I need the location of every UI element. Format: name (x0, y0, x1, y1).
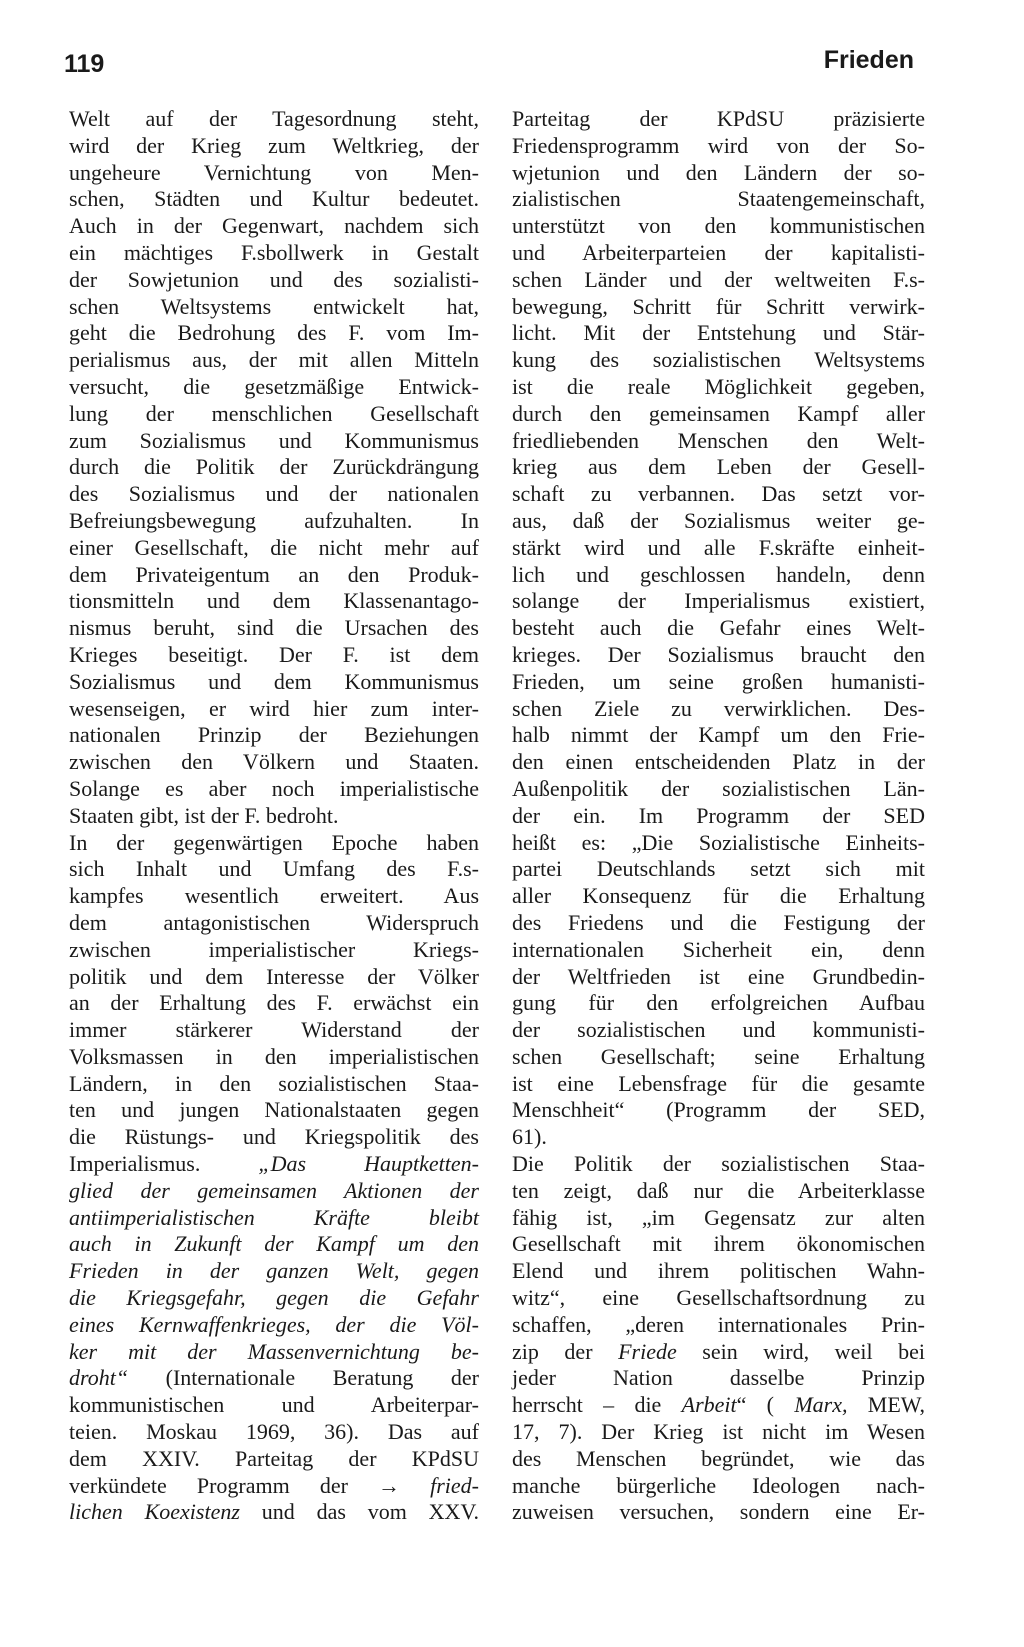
text-segment: “ ( (736, 1392, 795, 1418)
text-segment: zwischen imperialistischer Kriegs- (69, 936, 479, 962)
text-line (69, 1151, 479, 1178)
text-segment: durch die Politik der Zurückdrängung (69, 454, 479, 480)
text-segment: ungeheure Vernichtung von Men- (69, 159, 479, 185)
text-segment: halb nimmt der Kampf um den Frie- (512, 722, 925, 748)
text-segment: nationalen Prinzip der Beziehungen (69, 722, 479, 748)
text-line (512, 803, 925, 830)
text-line (512, 1392, 925, 1419)
text-line (512, 240, 925, 267)
text-segment: Krieges beseitigt. Der F. ist dem (69, 641, 479, 667)
text-line (512, 1071, 925, 1098)
text-segment: 61). (512, 1124, 547, 1150)
text-line (512, 1124, 925, 1151)
text-line (69, 910, 479, 937)
text-line (512, 776, 925, 803)
text-line (69, 1017, 479, 1044)
text-segment: Solange es aber noch imperialistische (69, 775, 479, 801)
text-line (512, 508, 925, 535)
italic-text: Frieden in der ganzen Welt, gegen (69, 1258, 479, 1284)
text-segment: durch den gemeinsamen Kampf aller (512, 400, 925, 426)
text-segment: der sozialistischen und kommunisti- (512, 1017, 925, 1043)
text-segment: stärkt wird und alle F.skräfte einheit- (512, 534, 925, 560)
text-segment: wird der Krieg zum Weltkrieg, der (69, 132, 479, 158)
text-line (512, 1365, 925, 1392)
text-segment: fähig ist, „im Gegensatz zur alten (512, 1204, 925, 1230)
text-segment: (Internationale Beratung der (128, 1365, 479, 1391)
text-segment: dem XXIV. Parteitag der KPdSU (69, 1445, 479, 1471)
text-segment: Elend und ihrem politischen Wahn- (512, 1258, 925, 1284)
text-segment: krieges. Der Sozialismus braucht den (512, 641, 925, 667)
italic-text: eines Kernwaffenkrieges, der die Völ- (69, 1311, 479, 1337)
text-line (69, 133, 479, 160)
text-segment: Welt auf der Tagesordnung steht, (69, 106, 479, 131)
text-line (69, 1124, 479, 1151)
text-line (69, 1231, 479, 1258)
text-segment: dem Privateigentum an den Produk- (69, 561, 479, 587)
text-line (69, 1312, 479, 1339)
text-segment: Menschheit“ (Programm der SED, (512, 1097, 925, 1123)
italic-text: antiimperialistischen Kräfte bleibt (69, 1204, 479, 1230)
text-line (69, 401, 479, 428)
text-line (69, 990, 479, 1017)
text-segment: tionsmitteln und dem Klassenantago- (69, 588, 479, 614)
text-segment: aller Konsequenz für die Erhaltung (512, 883, 925, 909)
text-segment: zialistischen Staatengemeinschaft, (512, 186, 925, 212)
text-line (69, 669, 479, 696)
text-line (512, 294, 925, 321)
text-segment: manche bürgerliche Ideologen nach- (512, 1472, 925, 1498)
text-segment: Außenpolitik der sozialistischen Län- (512, 775, 925, 801)
text-segment: internationalen Sicherheit ein, denn (512, 936, 925, 962)
text-line (69, 696, 479, 723)
text-line (69, 642, 479, 669)
text-segment: Sozialismus und dem Kommunismus (69, 668, 479, 694)
text-line (512, 1473, 925, 1500)
text-line (512, 374, 925, 401)
text-segment: Volksmassen in den imperialistischen (69, 1043, 479, 1069)
text-line (512, 883, 925, 910)
text-segment: krieg aus dem Leben der Gesell- (512, 454, 925, 480)
italic-text: droht“ (69, 1365, 129, 1391)
text-segment: versucht, die gesetzmäßige Entwick- (69, 373, 479, 399)
text-line (512, 213, 925, 240)
text-line (69, 588, 479, 615)
text-line (69, 856, 479, 883)
text-segment: witz“, eine Gesellschaftsordnung zu (512, 1285, 925, 1311)
text-segment: friedliebenden Menschen den Welt- (512, 427, 925, 453)
text-line (512, 1205, 925, 1232)
text-segment: wesenseigen, er wird hier zum inter- (69, 695, 479, 721)
text-segment: ist die reale Möglichkeit gegeben, (512, 373, 925, 399)
text-line (69, 722, 479, 749)
text-line (512, 1044, 925, 1071)
text-segment: In der gegenwärtigen Epoche haben (69, 829, 479, 855)
text-line (512, 830, 925, 857)
text-line (512, 1258, 925, 1285)
text-line (69, 1258, 479, 1285)
italic-text: ker mit der Massenvernichtung be- (69, 1338, 479, 1364)
text-line (69, 1044, 479, 1071)
text-line (512, 615, 925, 642)
text-segment: teien. Moskau 1969, 36). Das auf (69, 1419, 479, 1445)
text-segment: kung des sozialistischen Weltsystems (512, 347, 925, 373)
text-line (69, 1205, 479, 1232)
text-line (69, 481, 479, 508)
text-segment: zuweisen versuchen, sondern eine Er- (512, 1499, 925, 1525)
text-segment: Ländern, in den sozialistischen Staa- (69, 1070, 479, 1096)
text-line (69, 535, 479, 562)
text-line (512, 722, 925, 749)
italic-text: lichen Koexistenz (69, 1499, 240, 1525)
text-segment: Gesellschaft mit ihrem ökonomischen (512, 1231, 925, 1257)
text-line (69, 1473, 479, 1500)
text-line (69, 883, 479, 910)
italic-text: Arbeit (681, 1392, 737, 1418)
text-segment: dem antagonistischen Widerspruch (69, 909, 479, 935)
text-line (512, 186, 925, 213)
text-line (69, 964, 479, 991)
text-line (512, 267, 925, 294)
text-segment: kampfes wesentlich erweitert. Aus (69, 883, 479, 909)
text-line (69, 776, 479, 803)
text-line (69, 508, 479, 535)
text-segment: verkündete Programm der → (69, 1472, 431, 1498)
text-segment: ten und jungen Nationalstaaten gegen (69, 1097, 479, 1123)
text-line (69, 1419, 479, 1446)
text-line (512, 320, 925, 347)
text-line (512, 642, 925, 669)
text-segment: einer Gesellschaft, die nicht mehr auf (69, 534, 479, 560)
text-segment: an der Erhaltung des F. erwächst ein (69, 990, 479, 1016)
text-line (512, 1446, 925, 1473)
text-segment: immer stärkerer Widerstand der (69, 1017, 479, 1043)
text-segment: gung für den erfolgreichen Aufbau (512, 990, 925, 1016)
text-line (512, 749, 925, 776)
text-segment: schaffen, „deren internationales Prin- (512, 1311, 925, 1337)
text-segment: kommunistischen und Arbeiterpar- (69, 1392, 479, 1418)
text-line (512, 535, 925, 562)
text-segment: schaft zu verbannen. Das setzt vor- (512, 481, 925, 507)
text-line (512, 428, 925, 455)
text-line (69, 1499, 479, 1526)
text-segment: Die Politik der sozialistischen Staa- (512, 1151, 925, 1177)
text-line (512, 1285, 925, 1312)
text-segment: Auch in der Gegenwart, nachdem sich (69, 213, 479, 239)
italic-text: „Das Hauptketten- (258, 1151, 479, 1177)
text-line (69, 803, 479, 830)
text-segment: perialismus aus, der mit allen Mitteln (69, 347, 479, 373)
text-line (69, 347, 479, 374)
text-line (69, 186, 479, 213)
text-segment: schen, Städten und Kultur bedeutet. (69, 186, 479, 212)
text-segment: und das vom XXV. (239, 1499, 479, 1525)
text-line (69, 428, 479, 455)
text-line (69, 1365, 479, 1392)
text-segment: ist eine Lebensfrage für die gesamte (512, 1070, 925, 1096)
text-segment: lung der menschlichen Gesellschaft (69, 400, 479, 426)
text-segment: licht. Mit der Entstehung und Stär- (512, 320, 925, 346)
text-line (69, 1178, 479, 1205)
text-segment: Staaten gibt, ist der F. bedroht. (69, 802, 339, 828)
text-segment: und Arbeiterparteien der kapitalisti- (512, 239, 925, 265)
text-segment: der Weltfrieden ist eine Grundbedin- (512, 963, 925, 989)
text-line (512, 562, 925, 589)
text-segment: zwischen den Völkern und Staaten. (69, 749, 479, 775)
text-line (512, 347, 925, 374)
italic-text: glied der gemeinsamen Aktionen der (69, 1177, 479, 1203)
text-line (512, 1419, 925, 1446)
text-segment: zip der (512, 1338, 619, 1364)
text-segment: ein mächtiges F.sbollwerk in Gestalt (69, 239, 479, 265)
text-segment: des Menschen begründet, wie das (512, 1445, 925, 1471)
running-head: Frieden (823, 46, 914, 74)
page-number: 119 (64, 50, 105, 78)
text-segment: der ein. Im Programm der SED (512, 802, 925, 828)
text-line (69, 830, 479, 857)
text-segment: jeder Nation dasselbe Prinzip (512, 1365, 925, 1391)
text-line (512, 1178, 925, 1205)
text-line (512, 937, 925, 964)
text-line (69, 937, 479, 964)
text-line (512, 401, 925, 428)
text-segment: Parteitag der KPdSU präzisierte (512, 106, 925, 131)
text-line (69, 320, 479, 347)
text-segment: Befreiungsbewegung aufzuhalten. In (69, 507, 479, 533)
text-segment: schen Weltsystems entwickelt hat, (69, 293, 479, 319)
text-line (69, 1097, 479, 1124)
text-segment: schen Ziele zu verwirklichen. Des- (512, 695, 925, 721)
text-segment: MEW, (847, 1392, 926, 1418)
text-line (512, 856, 925, 883)
text-segment: sich Inhalt und Umfang des F.s- (69, 856, 479, 882)
text-segment: heißt es: „Die Sozialistische Einheits- (512, 829, 925, 855)
text-segment: partei Deutschlands setzt sich mit (512, 856, 925, 882)
text-segment: 17, 7). Der Krieg ist nicht im Wesen (512, 1419, 925, 1445)
text-line (512, 1231, 925, 1258)
text-segment: wjetunion und den Ländern der so- (512, 159, 925, 185)
text-line (512, 1499, 925, 1526)
text-line (512, 454, 925, 481)
text-line (512, 696, 925, 723)
text-line (512, 481, 925, 508)
text-segment: herrscht – die (512, 1392, 682, 1418)
italic-text: Friede (618, 1338, 677, 1364)
text-segment: den einen entscheidenden Platz in der (512, 749, 925, 775)
text-segment: zum Sozialismus und Kommunismus (69, 427, 479, 453)
text-line (512, 160, 925, 187)
text-line (69, 267, 479, 294)
text-line (512, 1017, 925, 1044)
text-line (69, 213, 479, 240)
text-segment: der Sowjetunion und des sozialisti- (69, 266, 479, 292)
right-column (512, 106, 925, 1526)
text-line (512, 990, 925, 1017)
text-segment: politik und dem Interesse der Völker (69, 963, 479, 989)
text-line (512, 106, 925, 133)
italic-text: Marx, (794, 1392, 848, 1418)
text-line (69, 562, 479, 589)
text-line (69, 1285, 479, 1312)
text-segment: des Friedens und die Festigung der (512, 909, 925, 935)
text-segment: bewegung, Schritt für Schritt verwirk- (512, 293, 925, 319)
italic-text: fried- (430, 1472, 479, 1498)
text-segment: Friedensprogramm wird von der So- (512, 132, 925, 158)
text-line (69, 106, 479, 133)
text-line (69, 160, 479, 187)
text-line (69, 1339, 479, 1366)
text-line (512, 133, 925, 160)
text-segment: schen Länder und der weltweiten F.s- (512, 266, 925, 292)
text-line (512, 669, 925, 696)
text-segment: solange der Imperialismus existiert, (512, 588, 925, 614)
text-segment: sein wird, weil bei (676, 1338, 925, 1364)
text-line (512, 1312, 925, 1339)
text-line (69, 240, 479, 267)
text-line (512, 1097, 925, 1124)
text-line (69, 454, 479, 481)
text-segment: ten zeigt, daß nur die Arbeiterklasse (512, 1177, 925, 1203)
text-segment: geht die Bedrohung des F. vom Im- (69, 320, 479, 346)
italic-text: die Kriegsgefahr, gegen die Gefahr (69, 1285, 479, 1311)
text-line (69, 294, 479, 321)
text-segment: schen Gesellschaft; seine Erhaltung (512, 1043, 925, 1069)
text-line (69, 749, 479, 776)
text-segment: aus, daß der Sozialismus weiter ge- (512, 507, 925, 533)
text-segment: Imperialismus. (69, 1151, 259, 1177)
text-line (512, 1339, 925, 1366)
text-line (69, 1392, 479, 1419)
text-segment: nismus beruht, sind die Ursachen des (69, 615, 479, 641)
text-segment: unterstützt von den kommunistischen (512, 213, 925, 239)
text-line (512, 588, 925, 615)
text-segment: Frieden, um seine großen humanisti- (512, 668, 925, 694)
left-column (69, 106, 479, 1526)
text-line (69, 1446, 479, 1473)
text-line (512, 964, 925, 991)
text-segment: lich und geschlossen handeln, denn (512, 561, 925, 587)
text-line (512, 910, 925, 937)
text-segment: die Rüstungs- und Kriegspolitik des (69, 1124, 479, 1150)
text-line (69, 1071, 479, 1098)
text-line (512, 1151, 925, 1178)
italic-text: auch in Zukunft der Kampf um den (69, 1231, 479, 1257)
text-line (69, 615, 479, 642)
text-segment: besteht auch die Gefahr eines Welt- (512, 615, 925, 641)
text-line (69, 374, 479, 401)
text-segment: des Sozialismus und der nationalen (69, 481, 479, 507)
